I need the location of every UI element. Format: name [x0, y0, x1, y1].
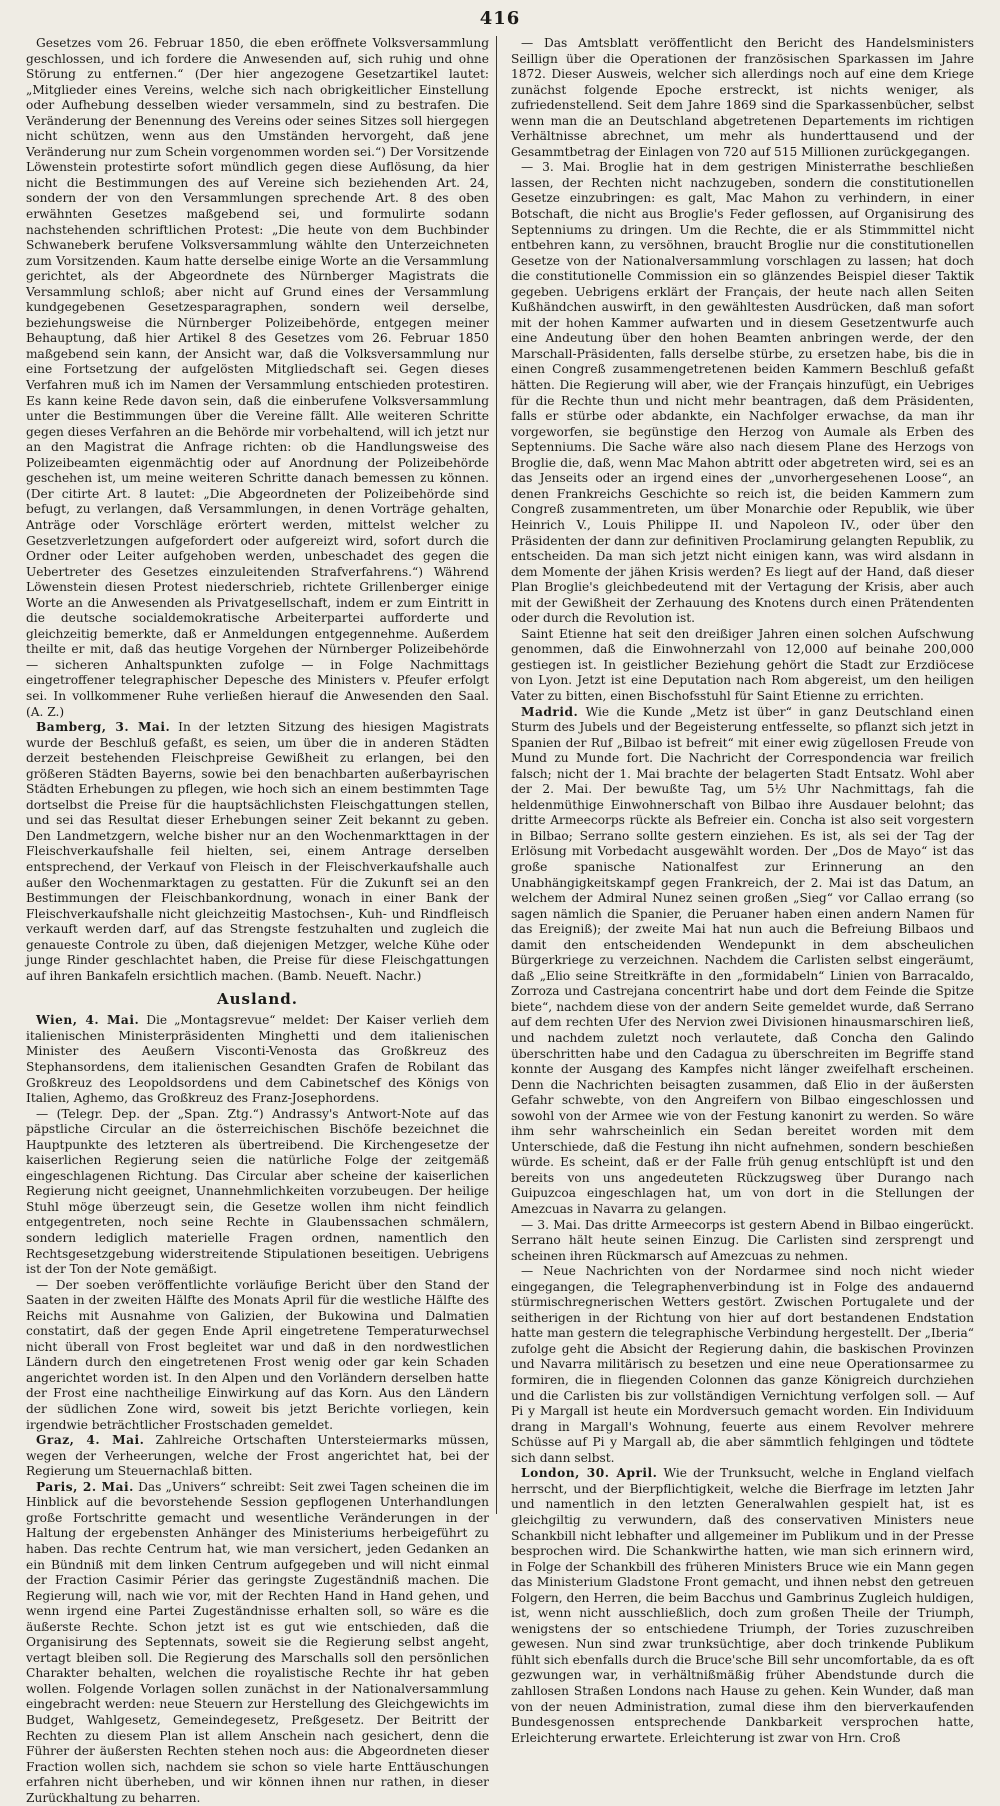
section-heading-ausland: Ausland.: [216, 990, 299, 1009]
dateline: Madrid.: [521, 704, 579, 719]
article-paragraph: [26, 720, 489, 984]
article-paragraph: — 3. Mai. Broglie hat in dem gestrigen Ministerrathe beschließen lassen, der Rechten nicht nachzugeben, sondern die constitutionellen Gesetze einzubringen: es galt, Mac Mahon zu verhindern, in einer Botschaft, die nicht aus Broglie's Feder geflossen, auf Organisirung des Septenniums zu dringen. Um die Rechte, die er als Stimmmittel nicht entbehren kann, zu versöhnen, braucht Broglie nur die constitutionellen Gesetze von der Nationalversammlung vorschlagen zu lassen; hat doch die constitutionelle Commission ein so glänzendes Beispiel dieser Taktik gegeben. Uebrigens erklärt der Français, der heute nach allen Seiten Kußhändchen auswirft, in den gewähltesten Ausdrücken, daß man sofort mit der hohen Kammer aufwarten und in diesem Gesetzentwurfe auch eine Andeutung über den hohen Beamten anbringen werde, der den Marschall-Präsidenten, falls derselbe stürbe, zu ersetzen habe, bis die in einen Congreß zusammengetretenen beiden Kammern Beschluß gefaßt hätten. Die Regierung will aber, wie der Français hinzufügt, ein Uebriges für die Rechte thun und nicht mehr beantragen, daß dem Präsidenten, falls er stürbe oder abdankte, ein Nachfolger erwachse, da man ihr vorgeworfen, sie begünstige den Herzog von Aumale als Erben des Septenniums. Die Sache wäre also nach diesem Plane des Herzogs von Broglie die, daß, wenn Mac Mahon abtritt oder abgetreten wird, sei es an das Jenseits oder an irgend eines der „unvorhergesehenen Loose“, an denen Frankreichs Geschichte so reich ist, die beiden Kammern zum Congreß zusammentreten, um über Monarchie oder Republik, wie über Heinrich V., Louis Philippe II. und Napoleon IV., oder über den Präsidenten der dann zur definitiven Proclamirung gelangten Republik, zu entscheiden. Da man sich jetzt nicht einigen kann, was wird alsdann in dem Momente der jähen Krisis werden? Es liegt auf der Hand, daß dieser Plan Broglie's gleichbedeutend mit der Vertagung der Krisis, aber auch mit der Gewißheit der Zerhauung des Knotens durch einen Prätendenten oder durch die Revolution ist.: [511, 160, 974, 626]
article-paragraph: [26, 1013, 489, 1106]
article-columns: [26, 36, 974, 1805]
paragraph-text: Wie die Kunde „Metz ist über“ in ganz Deutschland einen Sturm des Jubels und der Begeisterung entfesselte, so pflanzt sich jetzt in Spanien der Ruf „Bilbao ist befreit“ mit einer ewig zügellosen Freude von Mund zu Munde fort. Die Nachricht der Correspondencia war freilich falsch; nicht der 1. Mai brachte der belagerten Stadt Entsatz. Wohl aber der 2. Mai. Der bewußte Tag, um 5½ Uhr Nachmittags, fah die heldenmüthige Einwohnerschaft von Bilbao ihre Ausdauer belohnt; das dritte Armeecorps rückte als Befreier ein. Concha ist also seit vorgestern in Bilbao; Serrano sollte gestern einziehen. Es ist, als sei der Tag der Erlösung mit Vorbedacht ausgewählt worden. Der „Dos de Mayo“ ist das große spanische Nationalfest zur Erinnerung an den Unabhängigkeitskampf gegen Frankreich, der 2. Mai ist das Datum, an welchem der Admiral Nunez seinen großen „Sieg“ vor Callao errang (so sagen nämlich die Spanier, die Peruaner haben einen andern Namen für das Ereigniß); der zweite Mai hat nun auch die Befreiung Bilbaos und damit den entscheidenden Wendepunkt in dem abscheulichen Bürgerkriege zu verzeichnen. Nachdem die Carlisten selbst eingeräumt, daß „Elio seine Streitkräfte in den „formidabeln“ Linien von Barracaldo, Zorroza und Castrejana concentrirt habe und dort dem Feinde die Spitze biete“, nachdem diese von der andern Seite gemeldet wurde, daß Serrano auf dem rechten Ufer des Nervion zwei Divisionen hinausmarschiren ließ, und nachdem zuletzt noch verlautete, daß Concha den Galindo überschritten habe und den Cadagua zu überschreiten im Begriffe stand konnte der Ausgang des Kampfes nicht länger zweifelhaft erscheinen. Denn die Nachrichten beisagten zusammen, daß Elio in der äußersten Gefahr schwebte, von den Angreifern von Bilbao eingeschlossen und sowohl von der Armee wie von der Festung kanonirt zu werden. So wäre ihm sehr wahrscheinlich ein Sedan bereitet worden mit dem Unterschiede, daß die Festung ihn nicht aufnehmen, sondern beschießen würde. Es scheint, daß er der Falle früh genug entschlüpft ist und den bereits von uns angedeuteten Rückzugsweg über Durango nach Guipuzcoa eingeschlagen hat, um von dort in die Stellungen der Amezcuas in Navarra zu gelangen.: [511, 704, 974, 1217]
article-paragraph: [26, 1433, 489, 1480]
article-paragraph: — Das Amtsblatt veröffentlicht den Bericht des Handelsministers Seillign über die Operationen der französischen Sparkassen im Jahre 1872. Dieser Ausweis, welcher sich allerdings noch auf eine dem Kriege zunächst folgende Epoche erstreckt, ist nichts weniger, als zufriedenstellend. Seit dem Jahre 1869 sind die Sparkassenbücher, selbst wenn man die an Deutschland abgetretenen Departements im richtigen Verhältnisse abrechnet, um mehr als hunderttausend und der Gesammtbetrag der Einlagen von 720 auf 515 Millionen zurückgegangen.: [511, 36, 974, 159]
article-paragraph: — Neue Nachrichten von der Nordarmee sind noch nicht wieder eingegangen, die Telegraphenverbindung ist in Folge des andauernd stürmischregnerischen Wetters gestört. Zwischen Portugalete und der seitherigen in der Richtung von hier auf dort bestandenen Endstation hatte man gestern die telegraphische Verbindung hergestellt. Der „Iberia“ zufolge geht die Absicht der Regierung dahin, die baskischen Provinzen und Navarra militärisch zu besetzen und eine neue Operationsarmee zu formiren, die in fliegenden Colonnen das ganze Königreich durchziehen und die Carlisten bis zur vollständigen Vernichtung verfolgen soll. — Auf Pi y Margall ist heute ein Mordversuch gemacht worden. Ein Individuum drang in Margall's Wohnung, feuerte aus einem Revolver mehrere Schüsse auf Pi y Margall ab, die aber sämmtlich fehlgingen und tödtete sich dann selbst.: [511, 1264, 974, 1465]
paragraph-text: In der letzten Sitzung des hiesigen Magistrats wurde der Beschluß gefaßt, es seien, um über die in anderen Städten derzeit bestehenden Fleischpreise Gewißheit zu erlangen, bei den größeren Städten Bayerns, sowie bei den benachbarten außerbayrischen Städten Erhebungen zu pflegen, wie hoch sich an einem bestimmten Tage dortselbst die Preise für die hauptsächlichsten Fleischgattungen stellen, und sei das Resultat dieser Erhebungen seiner Zeit bekannt zu geben. Den Landmetzgern, welche bisher nur an den Wochenmarkttagen in der Fleischverkaufshalle feil hielten, sei, einem Antrage derselben entsprechend, der Verkauf von Fleisch in der Fleischverkaufshalle auch außer den Wochenmarktagen zu gestatten. Für die Zukunft sei an den Bestimmungen der Fleischbankordnung, wonach in einer Bank der Fleischverkaufshalle nicht gleichzeitig Mastochsen-, Kuh- und Rindfleisch verkauft werden darf, auf das Strengste festzuhalten und zugleich die genaueste Controle zu üben, daß diejenigen Metzger, welche Kühe oder junge Rinder geschlachtet haben, die Preise für diese Fleischgattungen auf ihren Bankafeln ersichtlich machen. (Bamb. Neueft. Nachr.): [26, 720, 489, 983]
paragraph-text: Das „Univers“ schreibt: Seit zwei Tagen scheinen die im Hinblick auf die bevorstehende Session gepflogenen Unterhandlungen große Fortschritte gemacht und wesentliche Veränderungen in der Haltung der ergebensten Anhänger des Ministeriums herbeigeführt zu haben. Das rechte Centrum hat, wie man versichert, jeden Gedanken an ein Bündniß mit dem linken Centrum aufgegeben und will nicht einmal der Fraction Casimir Périer das geringste Zugeständniß machen. Die Regierung will, nach wie vor, mit der Rechten Hand in Hand gehen, und wenn irgend eine Partei Zugeständnisse erhalten soll, so wäre es die äußerste Rechte. Schon jetzt ist es gut wie entschieden, daß die Organisirung des Septennats, soweit sie die Regierung selbst angeht, vertagt bleiben soll. Die Regierung des Marschalls soll den persönlichen Charakter behalten, welchen die royalistische Rechte ihr hat geben wollen. Folgende Vorlagen sollen zunächst in der Nationalversammlung eingebracht werden: neue Steuern zur Herstellung des Gleichgewichts im Budget, Wahlgesetz, Gemeindegesetz, Preßgesetz. Der Beitritt der Rechten zu diesem Plan ist allem Anschein nach gesichert, denn die Führer der äußersten Rechten stehen noch aus: die Abgeordneten dieser Fraction wollen sich, nachdem sie schon so viele harte Enttäuschungen erfahren nicht überheben, und wir können ihnen nur rathen, in dieser Zurückhaltung zu beharren.: [26, 1479, 490, 1805]
article-paragraph: Gesetzes vom 26. Februar 1850, die eben eröffnete Volksversammlung geschlossen, und ich fordere die Anwesenden auf, sich ruhig und ohne Störung zu entfernen.“ (Der hier angezogene Gesetzartikel lautet: „Mitglieder eines Vereins, welche sich nach obrigkeitlicher Einstellung oder Aufhebung desselben wieder versammeln, sind zu bestrafen. Die Veränderung der Benennung des Vereins oder seines Sitzes soll hiergegen nicht schützen, wenn aus den Umständen hervorgeht, daß jene Veränderung nur zum Schein vorgenommen worden sei.“) Der Vorsitzende Löwenstein protestirte sofort mündlich gegen diese Auflösung, da hier nicht die Bestimmungen des auf Vereine sich beziehenden Art. 24, sondern der von den Versammlungen sprechende Art. 8 des oben erwähnten Gesetzes maßgebend sei, und formulirte sodann nachstehenden schriftlichen Protest: „Die heute von dem Buchbinder Schwaneberk berufene Volksversammlung wählte den Unterzeichneten zum Vorsitzenden. Kaum hatte derselbe einige Worte an die Versammlung gerichtet, als der Abgeordnete des Nürnberger Magistrats die Versammlung schloß; aber nicht auf Grund eines der Versammlung kundgegebenen Gesetzesparagraphen, sondern weil derselbe, beziehungsweise die Nürnberger Polizeibehörde, entgegen meiner Behauptung, daß hier Artikel 8 des Gesetzes vom 26. Februar 1850 maßgebend sein kann, der Ansicht war, daß die Volksversammlung nur eine Fortsetzung der aufgelösten Mitgliedschaft sei. Gegen dieses Verfahren muß ich im Namen der Versammlung entschieden protestiren. Es kann keine Rede davon sein, daß die einberufene Volksversammlung unter die Bestimmungen über die Vereine fällt. Alle weiteren Schritte gegen dieses Verfahren an die Behörde mir vorbehaltend, will ich jetzt nur an den Magistrat die Anfrage richten: ob die Handlungsweise des Polizeibeamten eigenmächtig oder auf Anordnung der Polizeibehörde geschehen ist, um meine weiteren Schritte danach bemessen zu können. (Der citirte Art. 8 lautet: „Die Abgeordneten der Polizeibehörde sind befugt, zu verlangen, daß Versammlungen, in denen Vorträge gehalten, Anträge oder Vorschläge erörtert werden, mittelst welcher zu Gesetzverletzungen aufgefordert oder aufgereizt wird, sofort durch die Ordner oder Leiter aufgehoben werden, unbeschadet des gegen die Uebertreter des Gesetzes einzuleitenden Strafverfahrens.“) Während Löwenstein diesen Protest niederschrieb, richtete Grillenberger einige Worte an die Anwesenden als Privatgesellschaft, indem er zum Eintritt in die deutsche socialdemokratische Arbeiterpartei aufforderte und gleichzeitig bemerkte, daß er Anmeldungen entgegennehme. Außerdem theilte er mit, daß das heutige Vorgehen der Nürnberger Polizeibehörde — sicheren Anhaltspunkten zufolge — in Folge Nachmittags eingetroffener telegraphischer Depesche des Ministers v. Pfeufer erfolgt sei. In vollkommener Ruhe verließen hierauf die Anwesenden den Saal. (A. Z.): [26, 36, 490, 719]
paragraph-text: Die „Montagsrevue“ meldet: Der Kaiser verlieh dem italienischen Ministerpräsidenten Minghetti und dem italienischen Minister des Aeußern Visconti-Venosta das Großkreuz des Stephansordens, dem italienischen Gesandten Grafen de Robilant das Großkreuz des Leopoldsordens und dem Cabinetschef des Königs von Italien, Aghemo, das Großkreuz des Franz-Josephordens.: [26, 1013, 490, 1106]
page-number: 416: [479, 8, 521, 29]
article-paragraph: — (Telegr. Dep. der „Span. Ztg.“) Andrassy's Antwort-Note auf das päpstliche Circular an die österreichischen Bischöfe bezeichnet die Hauptpunkte des letzteren als übertreibend. Die Kirchengesetze der kaiserlichen Regierung seien die natürliche Folge der zeitgemäß eingeschlagenen Richtung. Das Circular aber scheine der kaiserlichen Regierung nicht geeignet, Unannehmlichkeiten vorzubeugen. Der heilige Stuhl möge überzeugt sein, die Gesetze wollen ihm nicht feindlich entgegentreten, noch seine Rechte in Glaubenssachen schmälern, sondern lediglich materielle Fragen ordnen, namentlich den Rechtsgesetzgebung widerstreitende Stipulationen beseitigen. Uebrigens ist der Ton der Note gemäßigt.: [26, 1106, 489, 1277]
paragraph-text: Wie der Trunksucht, welche in England vielfach herrscht, und der Bierpflichtigkeit, welche die Bierfrage im letzten Jahr und namentlich in den letzten Generalwahlen gespielt hat, ist es gleichgiltig zu verwundern, daß des conservativen Ministers neue Schankbill nicht lebhafter und allgemeiner im Publikum und in der Presse besprochen wird. Die Schankwirthe hatten, wie man sich erinnern wird, in Folge der Schankbill des früheren Ministers Bruce wie ein Mann gegen das Ministerium Gladstone Front gemacht, und ihnen nebst den getreuen Folgern, den Herren, die beim Bacchus und Gambrinus Zugleich huldigen, ist, wenn nicht ausschließlich, doch zum großen Theile der Triumph, wenigstens der so entschiedene Triumph, der Tories zuzuschreiben gewesen. Nun sind zwar trunksüchtige, aber doch trinkende Publikum fühlt sich ebenfalls durch die Bruce'sche Bill sehr uncomfortable, da es oft gezwungen war, in verhältnißmäßig früher Abendstunde durch die zahllosen Straßen Londons nach Hause zu gehen. Kein Wunder, daß man von der neuen Administration, zumal diese ihm den bierverkaufenden Bundesgenossen entsprechende Dankbarkeit versprochen hatte, Erleichterung erwartete. Erleichterung ist zwar von Hrn. Croß: [511, 1466, 974, 1745]
dateline: London, 30. April.: [521, 1466, 658, 1481]
article-paragraph: [511, 705, 974, 1218]
article-paragraph: [26, 1480, 489, 1806]
dateline: Paris, 2. Mai.: [36, 1479, 134, 1494]
article-paragraph: — 3. Mai. Das dritte Armeecorps ist gestern Abend in Bilbao eingerückt. Serrano hält heute seinen Einzug. Die Carlisten sind zersprengt und scheinen ihren Rückmarsch auf Amezcuas zu nehmen.: [511, 1217, 974, 1263]
article-paragraph: — Der soeben veröffentlichte vorläufige Bericht über den Stand der Saaten in der zweiten Hälfte des Monats April für die westliche Hälfte des Reichs mit Ausnahme von Galizien, der Bukowina und Dalmatien constatirt, daß der gegen Ende April eingetretene Temperaturwechsel nicht überall von Frost begleitet war und daß in den nordwestlichen Ländern durch den eingetretenen Frost wenig oder gar kein Schaden angerichtet worden ist. In den Alpen und den Vorländern derselben hatte der Frost eine nachtheilige Einwirkung auf das Korn. Aus den Ländern der südlichen Zone wird, soweit bis jetzt Berichte vorliegen, kein irgendwie beträchtlicher Frostschaden gemeldet.: [26, 1277, 489, 1432]
article-paragraph: [511, 1466, 974, 1746]
dateline: Wien, 4. Mai.: [36, 1013, 140, 1028]
dateline: Bamberg, 3. Mai.: [36, 720, 171, 735]
paragraph-text: Zahlreiche Ortschaften Untersteiermarks müssen, wegen der Verheerungen, welche der Frost angerichtet hat, bei der Regierung um Steuernachlaß bitten.: [26, 1433, 489, 1479]
right-column: [511, 36, 974, 1745]
dateline: Graz, 4. Mai.: [36, 1433, 145, 1448]
article-paragraph: Saint Etienne hat seit den dreißiger Jahren einen solchen Aufschwung genommen, daß die Einwohnerzahl von 12,000 auf beinahe 200,000 gestiegen ist. In geistlicher Beziehung gehört die Stadt zur Erzdiöcese von Lyon. Jetzt ist eine Deputation nach Rom abgereist, um den heiligen Vater zu bitten, einen Bischofsstuhl für Saint Etienne zu errichten.: [511, 626, 974, 703]
left-column: [26, 36, 497, 1805]
